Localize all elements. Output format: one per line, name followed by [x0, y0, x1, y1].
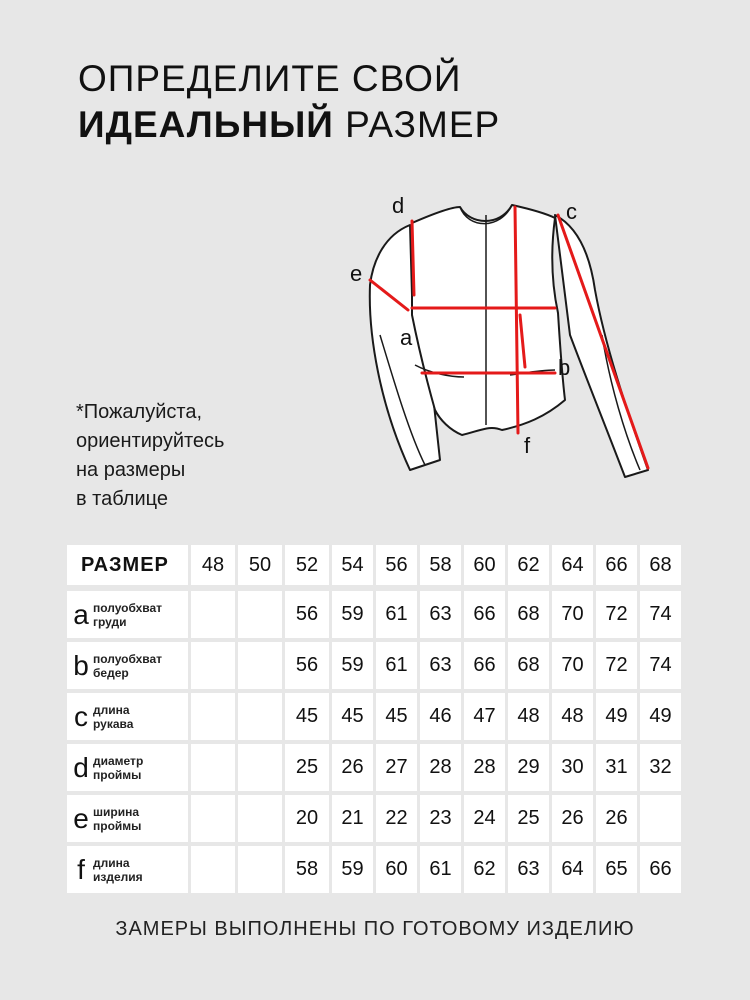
title-bold-word: ИДЕАЛЬНЫЙ	[78, 104, 334, 145]
size-header-cell: 56	[376, 545, 417, 589]
title-line-2-rest: РАЗМЕР	[333, 104, 501, 145]
size-note	[76, 398, 224, 514]
row-letter: c	[74, 700, 88, 732]
table-cell: 23	[420, 793, 461, 844]
footer-note: ЗАМЕРЫ ВЫПОЛНЕНЫ ПО ГОТОВОМУ ИЗДЕЛИЮ	[115, 918, 635, 940]
table-cell: 61	[420, 844, 461, 895]
table-cell	[238, 742, 282, 793]
row-letter: e	[73, 802, 89, 834]
table-cell: 66	[464, 589, 505, 640]
table-cell: 28	[420, 742, 461, 793]
table-cell: 59	[332, 640, 373, 691]
label-e: e	[350, 261, 363, 286]
label-d: d	[392, 193, 405, 218]
row-label	[67, 691, 188, 742]
row-desc-2: изделия	[93, 869, 143, 884]
right-sleeve	[555, 215, 648, 477]
row-label	[67, 793, 188, 844]
row-desc-2: бедер	[93, 665, 129, 680]
table-cell	[191, 742, 235, 793]
table-cell: 48	[508, 691, 549, 742]
row-label	[67, 640, 188, 691]
measure-row-b	[67, 640, 681, 691]
table-cell: 63	[508, 844, 549, 895]
table-cell: 49	[596, 691, 637, 742]
label-c: c	[566, 199, 577, 224]
size-table	[64, 545, 684, 895]
row-letter: d	[73, 751, 89, 783]
table-cell	[238, 793, 282, 844]
label-b: b	[558, 355, 571, 380]
table-cell	[191, 691, 235, 742]
row-label	[67, 742, 188, 793]
table-cell	[238, 691, 282, 742]
table-cell: 47	[464, 691, 505, 742]
table-cell: 31	[596, 742, 637, 793]
size-header-cell: 68	[640, 545, 681, 589]
measure-row-f	[67, 844, 681, 895]
table-cell	[238, 844, 282, 895]
table-cell	[640, 793, 681, 844]
size-header-cell: 54	[332, 545, 373, 589]
row-label	[67, 589, 188, 640]
table-cell: 63	[420, 640, 461, 691]
table-cell: 60	[376, 844, 417, 895]
table-cell: 27	[376, 742, 417, 793]
table-cell: 66	[464, 640, 505, 691]
table-cell	[191, 589, 235, 640]
label-f: f	[524, 433, 531, 458]
table-cell: 70	[552, 640, 593, 691]
row-desc-1: полуобхват	[93, 651, 163, 666]
table-cell: 63	[420, 589, 461, 640]
table-cell: 62	[464, 844, 505, 895]
size-header-cell: 52	[285, 545, 329, 589]
table-cell: 46	[420, 691, 461, 742]
table-cell: 74	[640, 640, 681, 691]
table-cell: 45	[285, 691, 329, 742]
label-a: a	[400, 325, 413, 350]
size-header-cell: 58	[420, 545, 461, 589]
table-cell: 21	[332, 793, 373, 844]
size-header-cell: 66	[596, 545, 637, 589]
jacket-body	[412, 205, 565, 435]
table-cell	[191, 844, 235, 895]
table-cell: 64	[552, 844, 593, 895]
row-desc-1: длина	[93, 702, 130, 717]
table-cell: 59	[332, 844, 373, 895]
jacket-diagram	[340, 185, 680, 495]
page-title	[78, 56, 500, 148]
table-cell: 65	[596, 844, 637, 895]
table-cell	[191, 793, 235, 844]
table-cell: 25	[285, 742, 329, 793]
measure-row-d	[67, 742, 681, 793]
table-cell: 32	[640, 742, 681, 793]
row-desc-1: полуобхват	[93, 600, 163, 615]
table-cell: 68	[508, 589, 549, 640]
row-desc-1: ширина	[93, 804, 140, 819]
table-cell: 72	[596, 589, 637, 640]
title-line-1: ОПРЕДЕЛИТЕ СВОЙ	[78, 58, 462, 99]
table-cell: 61	[376, 589, 417, 640]
row-desc-1: диаметр	[93, 753, 144, 768]
size-header-cell: 64	[552, 545, 593, 589]
note-line-4: в таблице	[76, 488, 168, 510]
measure-row-a	[67, 589, 681, 640]
table-cell: 29	[508, 742, 549, 793]
table-cell	[238, 589, 282, 640]
size-header-label: РАЗМЕР	[67, 545, 188, 589]
row-letter: f	[77, 853, 85, 885]
table-cell: 28	[464, 742, 505, 793]
jacket-diagram-svg	[340, 185, 680, 495]
measure-row-c	[67, 691, 681, 742]
row-letter: a	[73, 598, 89, 630]
table-cell: 74	[640, 589, 681, 640]
note-line-3: на размеры	[76, 459, 186, 481]
row-label	[67, 844, 188, 895]
table-cell: 58	[285, 844, 329, 895]
table-cell: 59	[332, 589, 373, 640]
table-cell: 56	[285, 640, 329, 691]
table-cell: 20	[285, 793, 329, 844]
size-header-cell: 62	[508, 545, 549, 589]
table-cell: 48	[552, 691, 593, 742]
table-cell: 25	[508, 793, 549, 844]
measure-row-e	[67, 793, 681, 844]
table-cell: 49	[640, 691, 681, 742]
row-desc-1: длина	[93, 855, 130, 870]
row-letter: b	[73, 649, 89, 681]
table-cell: 45	[376, 691, 417, 742]
table-cell: 24	[464, 793, 505, 844]
table-cell: 66	[640, 844, 681, 895]
table-cell: 30	[552, 742, 593, 793]
table-cell: 22	[376, 793, 417, 844]
size-header-cell: 60	[464, 545, 505, 589]
table-cell: 56	[285, 589, 329, 640]
table-cell: 61	[376, 640, 417, 691]
note-line-1: *Пожалуйста,	[76, 401, 203, 423]
row-desc-2: проймы	[93, 767, 142, 782]
row-desc-2: проймы	[93, 818, 142, 833]
size-header-cell: 48	[191, 545, 235, 589]
table-cell: 26	[332, 742, 373, 793]
note-line-2: ориентируйтесь	[76, 430, 225, 452]
size-header-cell: 50	[238, 545, 282, 589]
table-cell: 72	[596, 640, 637, 691]
size-header-row	[67, 545, 681, 589]
table-cell: 26	[552, 793, 593, 844]
table-cell: 70	[552, 589, 593, 640]
table-cell	[191, 640, 235, 691]
table-cell: 45	[332, 691, 373, 742]
row-desc-2: рукава	[93, 716, 134, 731]
row-desc-2: груди	[93, 614, 127, 629]
table-cell: 26	[596, 793, 637, 844]
table-cell: 68	[508, 640, 549, 691]
table-cell	[238, 640, 282, 691]
measure-d	[412, 221, 414, 295]
